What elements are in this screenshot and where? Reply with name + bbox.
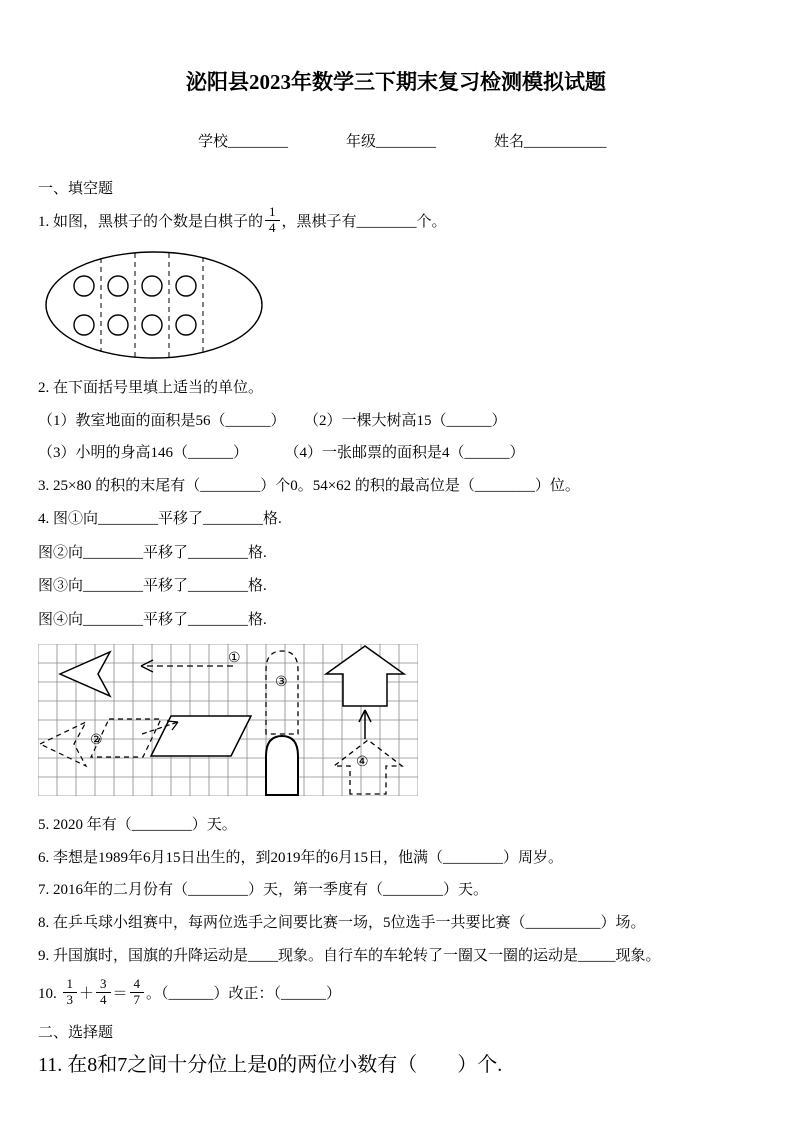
q10-plus-sign: ＋	[79, 985, 95, 1002]
q10-f3-denominator: 7	[133, 991, 141, 1007]
ellipse-outline	[46, 252, 262, 358]
question-11: 11. 在8和7之间十分位上是0的两位小数有（ ）个.	[38, 1053, 503, 1076]
q2-item3: （3）小明的身高146（______）	[38, 445, 249, 462]
school-blank: ________	[228, 134, 289, 150]
q10-f1-numerator: 1	[63, 977, 78, 993]
question-8: 8. 在乒乓球小组赛中，每两位选手之间要比赛一场，5位选手一共要比赛（__________）场。	[38, 915, 646, 932]
q4-figure	[38, 644, 754, 801]
figure-label-3: ③	[275, 674, 288, 690]
grade-label: 年级	[346, 134, 377, 150]
figure-label-1: ①	[228, 650, 241, 666]
q4-figure-grid	[38, 644, 418, 796]
q1-fraction-numerator: 1	[265, 205, 280, 221]
question-4-line3: 图③向________平移了________格.	[38, 578, 267, 595]
question-4-line4: 图④向________平移了________格.	[38, 612, 267, 629]
q10-f2-denominator: 4	[100, 991, 107, 1007]
name-label: 姓名	[494, 134, 525, 150]
figure-label-4: ④	[356, 754, 369, 770]
section-choice-heading: 二、选择题	[38, 1024, 114, 1041]
dashed-left-arrow-shape-bottom	[40, 722, 86, 766]
parallelogram-shape	[151, 716, 251, 756]
name-blank: ___________	[524, 134, 607, 150]
q10-f1-denominator: 3	[66, 991, 73, 1007]
q10-fraction-3	[130, 977, 145, 1008]
q10-fraction-1	[63, 977, 78, 1008]
left-arrow-shape	[60, 652, 110, 696]
q10-text-post: 。（______）改正：（______）	[146, 985, 342, 1002]
q1-fraction	[265, 205, 280, 236]
q1-figure-ellipse	[42, 249, 274, 361]
dashed-left-arrow	[141, 660, 233, 672]
school-label: 学校	[198, 134, 229, 150]
question-2-row2	[38, 443, 754, 465]
q1-fraction-denominator: 4	[269, 219, 276, 235]
q2-item1: （1）教室地面的面积是56（______）	[38, 412, 286, 429]
q1-text-pre: 1. 如图，黑棋子的个数是白棋子的	[38, 213, 264, 230]
name-field	[494, 130, 607, 151]
question-4-line2: 图②向________平移了________格.	[38, 544, 267, 561]
question-2-stem: 2. 在下面括号里填上适当的单位。	[38, 379, 264, 396]
question-4-line1: 4. 图①向________平移了________格.	[38, 510, 282, 527]
grade-field	[346, 130, 436, 151]
figure-label-2: ②	[90, 732, 103, 748]
question-1	[38, 204, 754, 238]
page-title: 泌阳县2023年数学三下期末复习检测模拟试题	[186, 70, 606, 94]
question-3: 3. 25×80 的积的末尾有（________）个0。54×62 的积的最高位是（________）位。	[38, 478, 580, 495]
q1-text-post: ，黑棋子有________个。	[281, 213, 447, 230]
question-2-row1	[38, 411, 754, 433]
dashed-door-shape	[266, 651, 298, 734]
dashed-dividers	[101, 253, 203, 357]
question-9: 9. 升国旗时，国旗的升降运动是____现象。自行车的车轮转了一圈又一圈的运动是_____现象。	[38, 947, 661, 964]
section-fill-heading: 一、填空题	[38, 181, 114, 197]
door-shape	[266, 736, 298, 795]
question-10	[38, 975, 754, 1010]
q2-item2: （2）一棵大树高15（______）	[311, 412, 507, 429]
question-5: 5. 2020 年有（________）天。	[38, 816, 237, 833]
q10-equals-sign: ＝	[112, 985, 128, 1002]
header-fields	[198, 130, 754, 151]
question-6: 6. 李想是1989年6月15日出生的，到2019年的6月15日，他满（________）周岁。	[38, 849, 564, 866]
q1-figure	[42, 249, 754, 366]
q2-item4: （4）一张邮票的面积是4（______）	[292, 445, 525, 462]
school-field	[198, 130, 288, 151]
big-up-arrow-shape	[326, 646, 404, 706]
grade-blank: ________	[376, 134, 437, 150]
q10-f2-numerator: 3	[96, 977, 111, 993]
q10-number: 10.	[38, 985, 57, 1002]
question-7: 7. 2016年的二月份有（________）天，第一季度有（________）天。	[38, 882, 489, 899]
q10-f3-numerator: 4	[130, 977, 145, 993]
q10-fraction-2	[96, 977, 111, 1008]
